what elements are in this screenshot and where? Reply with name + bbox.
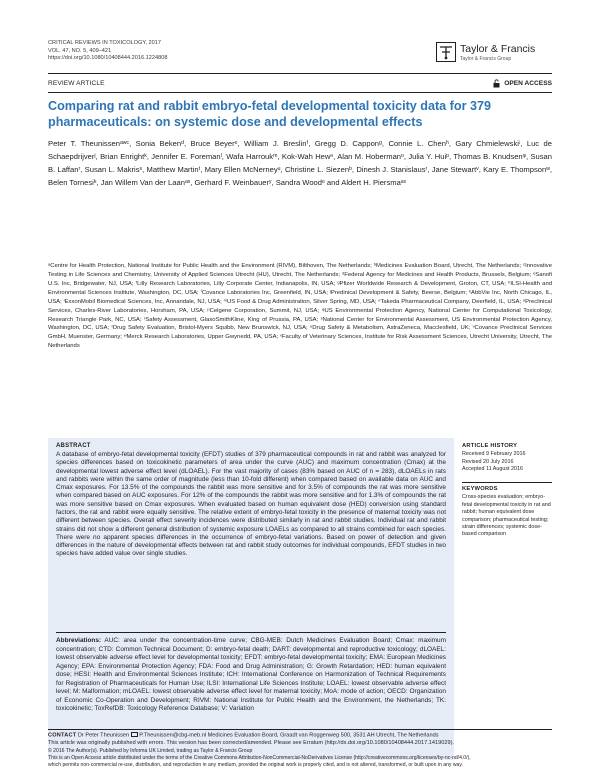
keywords <box>462 486 552 539</box>
article-title: Comparing rat and rabbit embryo-fetal developmental toxicity data for 379 pharmaceuticals: on systemic dose and developmental effects <box>48 99 491 130</box>
taylor-francis-logo[interactable] <box>436 40 552 66</box>
journal-info <box>48 40 167 63</box>
article-history <box>462 443 552 474</box>
abstract-text: A database of embryo-fetal developmental toxicity (EFDT) studies of 379 pharmaceutical compounds in rat and rabbit was analyzed for species differences based on toxicokinetic parameters of area under the curve (AUC) and maximum concentration (Cmax) at the developmental lowest adverse effect level (dLOAEL). For the vast majority of cases (83% based on AUC of n = 283), dLOAELs in rats and rabbits were within the same order of magnitude (less than 10-fold different) when compared based on available data on AUC and Cmax exposures. For 13.5% of the compounds the rabbit was more sensitive and for 3.5% of compounds the rat was more sensitive when compared based on AUC exposures. For 12% of the compounds the rabbit was more sensitive and for 1.3% of compounds the rat was more sensitive based on Cmax exposures. When evaluated based on human equivalent dose (HED) conversion using standard factors, the rat and rabbit were equally sensitive. The relative extent of embryo-fetal toxicity in the presence of maternal toxicity was not different between species. Overall effect severity incidences were distributed similarly in rat and rabbit studies. Individual rat and rabbit strains did not show a different general distribution of systemic exposure LOAELs as compared to all strains combined for each species. There were no apparent species differences in the occurrence of embryo-fetal variations. Based on power of detection and given differences in the nature of developmental effects between rat and rabbit study outcomes for individual compounds, EFDT studies in two species have added value over single studies. <box>56 451 446 558</box>
contact-name: Dr Peter Theunissen <box>77 732 130 739</box>
copyright-notice <box>48 748 552 770</box>
publisher-logo-icon <box>436 42 456 62</box>
abbreviations-label: Abbreviations: <box>56 637 102 644</box>
doi-link[interactable]: https://doi.org/10.1080/10408444.2016.1224808 <box>48 55 168 62</box>
abstract-rule <box>56 632 446 633</box>
accepted-date: Accepted 11 August 2016 <box>462 466 524 473</box>
received-date: Received 9 February 2016 <box>462 451 526 458</box>
copyright-line-1: © 2016 The Author(s). Published by Informa UK Limited, trading as Taylor & Francis Group <box>48 748 253 754</box>
abbreviations <box>56 637 446 714</box>
affiliations: ᵃCentre for Health Protection, National Institute for Public Health and the Environment (RIVM), Bilthoven, The Netherlands; ᵇMedicines Evaluation Board, Utrecht, The Netherlands; ᶜInnovative Testing in Life Sciences and Chemistry, University of Applied Sciences Utrecht (HU), Utrecht, The Netherlands; ᵈFederal Agency for Medicines and Health Products, Brussels, Belgium; ᵉSanofi U.S. Inc, Bridgewater, NJ, USA; ᶠLilly Research Laboratories, Lilly Corporate Center, Indianapolis, IN, USA; ᵍPfizer Worldwide Research & Development, Groton, CT, USA; ʰILSI-Health and Environmental Sciences Institute, Washington, DC, USA; ⁱCovance Laboratories Inc, Greenfield, IN, USA; ʲPredinical Development & Safety, Beerse, Belgium; ᵏAbbVie Inc, North Chicago, IL, USA; ˡExxonMobil Biomedical Sciences, Inc, Annandale, NJ, USA; ᵐUS Food & Drug Administration, Silver Spring, MD, USA; ⁿTakeda Pharmaceutical Company, Deerfield, IL, USA; ᵒPreclinical Services, Charles-River Laboratories, Horsham, PA, USA; ᵖCelgene Corporation, Summit, NJ, USA; ᵠUS Environmental Protection Agency, National Center for Computational Toxicology, Research Triangle Park, NC, USA; ʳSafety Assessment, GlaxoSmithKline, King of Prussia, PA, USA; ˢNational Center for Environmental Assessment, US Environmental Protection Agency, Washington, DC, USA; ᵗDrug Safety Evaluation, Bristol-Myers Squibb, New Brunswick, NJ, USA; ᵘDrug Safety & Metabolism, AstraZeneca, Macclesfield, UK; ᵛCovance Preclinical Services GmbH, Muenster, Germany; ʷMerck Research Laboratories, Upper Gwynedd, PA, USA; ˣFaculty of Veterinary Sciences, Institute for Risk Assessment Sciences, Utrecht University, Utrecht, The Netherlands <box>48 263 552 350</box>
author-list: Peter T. Theunissenᵃʷᶜ, Sonia Bekenᵈ, Bruce Beyerᵉ, William J. Breslinᶠ, Gregg D. Capponᵍ, Connie L. Chenʰ, Gary Chmielewskiⁱ, Luc de Schaepdrijverʲ, Brian Enrightᵏ, Jennifer E. Foremanˡ, Wafa Harroukᵐ, Kok-Wah Hewⁿ, Alan M. Hobermanᵒ, Julia Y. Huiᵖ, Thomas B. Knudsenᵠ, Susan B. Laffanʳ, Susan L. Makrisˢ, Matthew Martinᵗ, Mary Ellen McNerneyᵘ, Christine L. Siezenᵇ, Dinesh J. Stanislausʳ, Jane Stewartᵛ, Kary E. Thompsonʷ, Belen Tornesiᵏ, Jan Willem Van der Laanᵃˣ, Gerhard F. Weinbauerʸ, Sandra Woodᵉ and Aldert H. Piersmaᵃˣ <box>48 139 552 187</box>
abbreviations-text: AUC: area under the concentration-time curve; CBG-MEB: Dutch Medicines Evaluation Board; Cmax: maximum concentration; CTD: Common Technical Document; D: embryo-fetal death; DART: developmental and reproductive toxicology; dLOAEL: lowest observable adverse effect level for developmental toxicity; EFDT: embryo-fetal developmental toxicity; EMA: European Medicines Agency; EPA: Environmental Protection Agency; FDA: Food and Drug Administration; G: Growth Retardation; HED: human equivalent dose; HESI: Health and Environmental Sciences Institute; ICH: International Conference on Harmonization of Technical Requirements for Registration of Pharmaceuticals for Human Use; ILSI: International Life Sciences Institute; LOAEL: lowest observable adverse effect level; M: Malformation; mLOAEL: lowest observable adverse effect level for maternal toxicity; MoA: mode of action; OECD: Organization of Economic Co-Operation and Development; RIVM: National Institute for Public Health and the Environment, the Netherlands; TK: toxicokinetic; ToxRefDB: Toxicology Reference Database; V: Variation <box>56 637 446 712</box>
publisher-group: Taylor & Francis Group <box>460 56 512 62</box>
article-history-heading: ARTICLE HISTORY <box>462 443 518 449</box>
footer-rule <box>48 729 552 730</box>
copyright-line-2: This is an Open Access article distributed under the terms of the Creative Commons Attribution-NonCommercial-NoDerivatives License (http://creativecommons.org/licenses/by-nc-nd/4.0/), <box>48 755 471 762</box>
sidebar-rule <box>462 482 552 483</box>
contact-email[interactable]: P.Theunissen@cbg-meb.nl <box>139 732 207 739</box>
abstract-heading: ABSTRACT <box>56 443 91 449</box>
contact-line <box>48 732 552 747</box>
keywords-text: Cross-species evaluation; embryo-fetal developmental toxicity in rat and rabbit; human equivalent dose comparison; pharmaceutical testing; strain differences; systemic dose-based comparison <box>462 494 551 538</box>
article-type: REVIEW ARTICLE <box>48 80 105 87</box>
header-rule <box>48 73 552 74</box>
contact-address: Medicines Evaluation Board, Graadt van Roggenweg 500, 3531 AH Utrecht, The Netherlands <box>207 732 439 739</box>
journal-name: CRITICAL REVIEWS IN TOXICOLOGY, 2017 <box>48 40 161 46</box>
open-access-badge[interactable] <box>493 79 552 88</box>
journal-volume: VOL. 47, NO. 5, 409–421 <box>48 47 112 54</box>
open-access-label: OPEN ACCESS <box>504 80 552 87</box>
open-lock-icon <box>493 79 500 88</box>
title-rule <box>48 92 552 93</box>
revised-date: Revised 20 July 2016 <box>462 458 514 465</box>
email-icon <box>131 732 138 737</box>
copyright-line-3: which permits non-commercial re-use, distribution, and reproduction in any medium, provided the original work is properly cited, and is not altered, transformed, or built upon in any way. <box>48 762 463 769</box>
erratum-note: This article was originally published with errors. This version has been corrected/amended. Please see Erratum (http://dx.doi.org/10.1080/10408444.2017.1419029). <box>48 739 454 746</box>
keywords-heading: KEYWORDS <box>462 486 498 492</box>
contact-label: CONTACT <box>48 732 77 739</box>
publisher-name: Taylor & Francis <box>460 43 536 55</box>
